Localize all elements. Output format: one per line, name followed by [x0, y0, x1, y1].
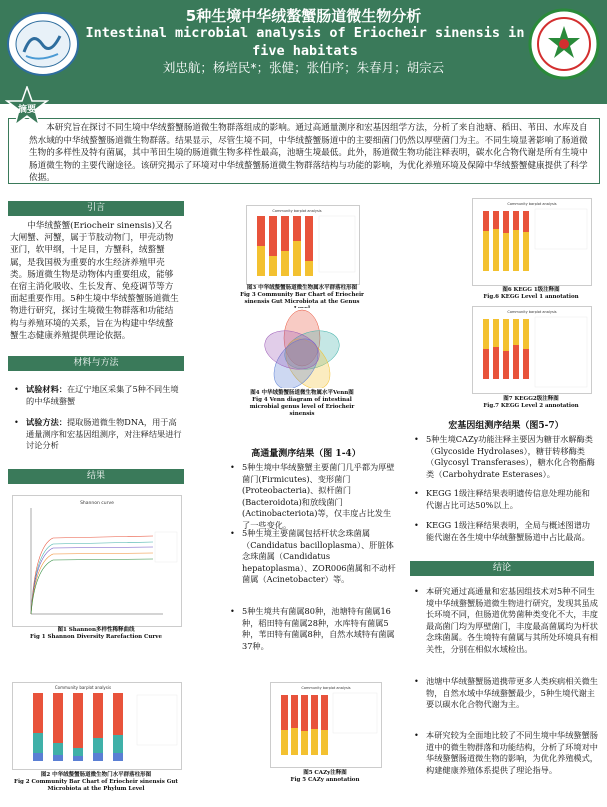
fig5-caption-cn: 图5 CAZy注释图 — [303, 770, 347, 776]
fig4-caption-en: Fig 4 Venn diagram of intestinal microbial genus level of Eriocheir sinensis — [249, 397, 355, 417]
title-cn: 5种生境中华绒螯蟹肠道微生物分析 — [185, 7, 422, 25]
hts-results-heading: 高通量测序结果（图 1-4） — [251, 449, 361, 459]
hts-item-2-text: 5种生境主要菌属包括杆状念珠菌属（Candidatus bacilloplasma）、肝脏体念珠菌属（Candidatus hepatoplasma）、ZOR006菌属和不动杆菌属（Acinetobacter）等。 — [242, 528, 396, 584]
academy-logo-right-icon — [528, 8, 600, 80]
methods-item-2-text: 提取肠道微生物DNA，用于高通量测序和宏基因组测序，对注释结果进行讨论分析 — [26, 417, 182, 450]
fig7-caption — [466, 396, 596, 410]
figure-4-venn — [246, 308, 358, 388]
fig6-title: Community barplot analysis — [507, 202, 557, 206]
meta-item-2: • KEGG 1级注释结果表明遗传信息处理功能和代谢占比可达50%以上。 — [414, 488, 598, 511]
fig4-caption — [240, 390, 364, 418]
abstract-box — [8, 118, 600, 184]
fig2-caption-en: Fig 2 Community Bar Chart of Eriocheir sinensis Gut Microbiota at the Phylum Level — [14, 779, 178, 792]
figure-2-phylum-barplot — [12, 682, 182, 770]
conclusion-item-3: • 本研究较为全面地比较了不同生境中华绒螯蟹肠道中的微生物群落和功能结构，分析了环境对中华绒螯蟹肠道微生物的影响，为优化养殖模式，构建健康养殖体系提供了理论指导。 — [414, 730, 598, 775]
hts-item-1-text: 5种生境中华绒螯蟹主要菌门几乎都为厚壁菌门(Firmicutes)、变形菌门(Proteobacteria)、拟杆菌门(Bacteroidota)和放线菌门(Actinobacteriota)等，仅丰度占比发生了一些变化。 — [242, 462, 395, 530]
fig3-caption-en: Fig 3 Community Bar Chart of Eriocheir sinensis Gut Microbiota at the Genus — [240, 292, 364, 305]
figure-7-kegg-level2 — [472, 306, 592, 394]
meta-item-1: • 5种生境CAZy功能注释主要因为糖苷水解酶类（Glycoside Hydrolases），糖苷转移酶类（Glycosyl Transferases），糖水化合物酯酶类（Carbohydrate Esterases）。 — [414, 434, 598, 480]
fig5-caption-en: Fig 5 CAZy annotation — [290, 777, 360, 783]
fig4-caption-cn: 图4 中华绒螯蟹肠道微生物属水平Venn图 — [250, 390, 354, 396]
fig2-caption — [12, 772, 180, 793]
figure-3-plot — [247, 206, 359, 284]
figure-5-cazy — [270, 682, 382, 768]
hts-item-2: • 5种生境主要菌属包括杆状念珠菌属（Candidatus bacilloplasma）、肝脏体念珠菌属（Candidatus hepatoplasma）、ZOR006菌属和不动杆菌属（Acinetobacter）等。 — [230, 528, 398, 586]
figure-2-plot — [13, 683, 181, 769]
abstract-text: 本研究旨在探讨不同生境中华绒螯蟹肠道微生物群落组成的影响。通过高通量测序和宏基因组学方法，分析了来自池塘、稻田、苇田、水库及自然水域的中华绒螯蟹肠道微生物群落。结果显示，尽管生境不同，中华绒螯蟹肠道中的主要细菌门仍然以厚壁菌门为主。不同生境显著影响了肠道微生物的多样性及特有菌属，其中苇田生境的肠道微生物多样性最高，池塘生境最低。此外，肠道微生物功能注释表明，碳水化合物代谢是所有生境中肠道微生物的主要代谢途径。该研究揭示了环境对中华绒螯蟹肠道微生物群落结构与功能的影响，为优化养殖环境及保障中华绒螯蟹健康提供了科学依据。 — [29, 123, 588, 184]
figure-7-plot — [473, 307, 591, 393]
methods-item-1: • 试验材料：在辽宁地区采集了5种不同生境的中华绒螯蟹 — [14, 384, 179, 406]
fig1-caption-en: Fig 1 Shannon Diversity Rarefaction Curve — [29, 634, 163, 640]
methods-item-1-text: 在辽宁地区采集了5种不同生境的中华绒螯蟹 — [26, 384, 179, 406]
figure-6-kegg-level1 — [472, 198, 592, 286]
figure-3-genus-barplot — [246, 205, 360, 285]
fig7-caption-cn: 图7 KEGG2级注释图 — [503, 396, 559, 402]
figure-1-shannon-curve — [12, 495, 182, 627]
fig7-title: Community barplot analysis — [507, 310, 557, 314]
fig2-bars — [33, 693, 123, 761]
meta-item-1-text: 5种生境CAZy功能注释主要因为糖苷水解酶类（Glycoside Hydrolases），糖苷转移酶类（Glycosyl Transferases），糖水化合物酯酶类（Carbohydrate Esterases）。 — [426, 434, 595, 479]
fig1-caption-cn: 图1 Shannon多样性稀释曲线 — [57, 627, 135, 633]
fig3-caption-cn: 图3 中华绒螯蟹肠道微生物属水平群落柱形图 — [246, 285, 358, 291]
figure-1-plot — [13, 496, 181, 626]
fig5-caption — [262, 770, 388, 784]
methods-item-2: • 试验方法：提取肠道微生物DNA，用于高通量测序和宏基因组测序，对注释结果进行讨论分析 — [14, 417, 182, 450]
fig6-caption-cn: 图6 KEGG 1级注释图 — [502, 287, 560, 293]
fig7-caption-en: Fig.7 KEGG Level 2 annotation — [483, 403, 579, 409]
fig2-caption-cn: 图2 中华绒螯蟹肠道微生物门水平群落柱形图 — [40, 772, 152, 778]
fig5-title: Community barplot analysis — [301, 686, 351, 690]
results-heading: 结果 — [8, 469, 184, 484]
abstract-badge-label: 摘要 — [17, 105, 37, 115]
figure-6-plot — [473, 199, 591, 285]
abstract-badge-icon — [5, 86, 49, 130]
fig1-title: Shannon curve — [80, 501, 114, 506]
fig3-title: Community barplot analysis — [272, 209, 322, 213]
conclusion-item-2-text: 池塘中华绒螯蟹肠道携带更多人类疾病相关微生物，自然水域中华绒螯蟹最少，5种生境代谢主要以碳水化合物代谢为主。 — [426, 676, 598, 709]
hts-item-1: • 5种生境中华绒螯蟹主要菌门几乎都为厚壁菌门(Firmicutes)、变形菌门(Proteobacteria)、拟杆菌门(Bacteroidota)和放线菌门(Actinobacteriota)等，仅丰度占比发生了一些变化。 — [230, 462, 398, 531]
intro-text: 中华绒螯蟹(Eriocheir sinensis)又名大闸蟹、河蟹，属于节肢动物门，甲壳动物亚门，软甲纲，十足目，方蟹科，绒螯蟹属，是我国极为重要的水生经济养殖甲壳类。肠道微生物是动物体内重要组成，能够在宿主消化吸收、生长发育、免疫调节等方面起重要作用。5种生境中华绒螯蟹肠道微生物进行研究，探讨生境微生物群落和功能结构与养殖环境的关系，旨在为构建中华绒螯蟹生态健康养殖提供理论依据。 — [10, 221, 179, 341]
figure-5-plot — [271, 683, 381, 767]
fig6-caption-en: Fig.6 KEGG Level 1 annotation — [483, 294, 579, 300]
methods-item-1-label: 试验材料： — [26, 384, 67, 394]
title-en: Intestinal microbial analysis of Eriocheir sinensis in five habitats — [85, 25, 525, 59]
conclusion-item-1: • 本研究通过高通量和宏基因组技术对5种不同生境中华绒螯蟹肠道微生物进行研究，发现其虽成长环境不同，但肠道优势菌种类变化不大，丰度最高菌门均为厚壁菌门，丰度最高菌属均为杆状念珠菌属。各生境特有菌属与其所处环境具有相关性，分别在相似水域检出。 — [414, 586, 598, 654]
meta-item-3-text: KEGG 1级注释结果表明，全局与概述图谱功能代谢在各生境中华绒螯蟹肠道中占比最高。 — [426, 520, 590, 542]
poster-header — [0, 0, 607, 104]
methods-heading: 材料与方法 — [8, 356, 184, 371]
fig2-title: Community barplot analysis — [54, 685, 112, 690]
fig6-caption — [466, 287, 596, 301]
conclusion-item-3-text: 本研究较为全面地比较了不同生境中华绒螯蟹肠道中的微生物群落和功能结构，分析了环境对中华绒螯蟹肠道微生物的影响，为优化养殖模式，构建健康养殖体系提供了理论指导。 — [426, 730, 598, 775]
fig1-caption — [12, 627, 180, 641]
intro-heading: 引言 — [8, 201, 184, 216]
hts-item-3-text: 5种生境共有菌属80种，池塘特有菌属16种，稻田特有菌属28种，水库特有菌属5种，苇田特有菌属8种，自然水域特有菌属37种。 — [242, 606, 395, 651]
conclusion-heading: 结论 — [410, 561, 594, 576]
hts-item-3: • 5种生境共有菌属80种，池塘特有菌属16种，稻田特有菌属28种，水库特有菌属5种，苇田特有菌属8种，自然水域特有菌属37种。 — [230, 606, 398, 652]
meta-results-heading: 宏基因组测序结果（图5-7） — [448, 421, 564, 431]
authors: 刘忠航；杨培民*；张健；张伯序；朱春月；胡宗云 — [162, 60, 445, 75]
conclusion-item-2: • 池塘中华绒螯蟹肠道携带更多人类疾病相关微生物，自然水域中华绒螯蟹最少，5种生境代谢主要以碳水化合物代谢为主。 — [414, 676, 598, 709]
conclusion-item-1-text: 本研究通过高通量和宏基因组技术对5种不同生境中华绒螯蟹肠道微生物进行研究，发现其虽成长环境不同，但肠道优势菌种类变化不大，丰度最高菌门均为厚壁菌门，丰度最高菌属均为杆状念珠菌属。各生境特有菌属与其所处环境具有相关性，分别在相似水域检出。 — [426, 586, 598, 654]
meta-item-2-text: KEGG 1级注释结果表明遗传信息处理功能和代谢占比可达50%以上。 — [426, 488, 590, 510]
meta-item-3: • KEGG 1级注释结果表明，全局与概述图谱功能代谢在各生境中华绒螯蟹肠道中占比最高。 — [414, 520, 598, 543]
figure-4-plot — [246, 308, 358, 388]
methods-item-2-label: 试验方法： — [26, 417, 67, 427]
